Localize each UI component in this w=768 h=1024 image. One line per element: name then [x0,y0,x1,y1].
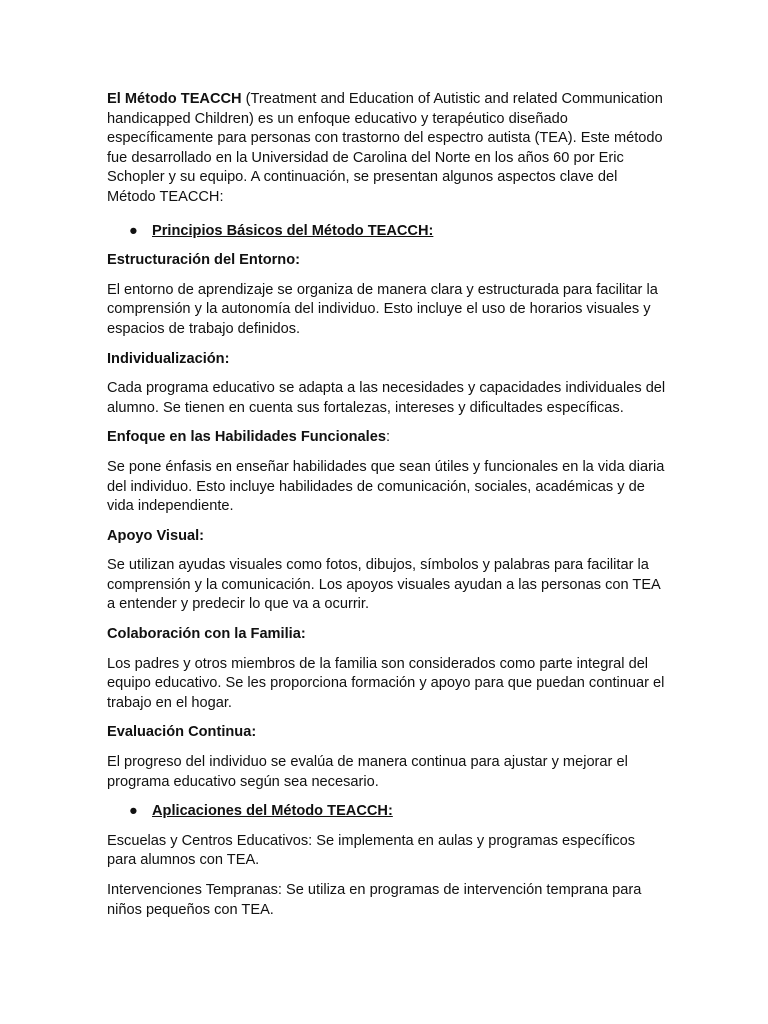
paragraph-evaluacion-continua: El progreso del individuo se evalúa de manera continua para ajustar y mejorar el programa educativo según sea necesario. [107,754,628,790]
intro-text: (Treatment and Education of Autistic and related Communication handicapped Children) es un enfoque educativo y terapéutico diseñado específicamente para personas con trastorno del espectro autista (TEA). Este método fue desarrollado en la Universidad de Carolina del Norte en los años 60 por Eric Schopler y su equipo. A continuación, se presentan algunos aspectos clave del Método TEACCH: [107,91,663,205]
section-title: Aplicaciones del Método TEACCH: [152,803,393,820]
subheading-colaboracion-familia: Colaboración con la Familia: [107,626,306,643]
subheading-estructuracion: Estructuración del Entorno: [107,252,300,269]
paragraph-intervenciones: Intervenciones Tempranas: Se utiliza en programas de intervención temprana para niños pequeños con TEA. [107,882,642,918]
section-heading-principios [107,222,667,242]
subheading-individualizacion: Individualización: [107,350,230,367]
paragraph-escuelas: Escuelas y Centros Educativos: Se implementa en aulas y programas específicos para alumnos con TEA. [107,832,636,869]
section-title: Principios Básicos del Método TEACCH: [152,222,434,239]
subheading-evaluacion-continua: Evaluación Continua: [107,724,257,741]
paragraph-estructuracion: El entorno de aprendizaje se organiza de manera clara y estructurada para facilitar la comprensión y la autonomía del individuo. Esto incluye el uso de horarios visuales y espacios de trabajo definidos. [107,281,658,337]
intro-title: El Método TEACCH [107,91,242,107]
bullet-icon: ● [129,222,138,239]
paragraph-habilidades-funcionales: Se pone énfasis en enseñar habilidades que sean útiles y funcionales en la vida diaria del individuo. Esto incluye habilidades de comunicación, sociales, académicas y de vida independiente. [107,458,665,515]
section-heading-aplicaciones [107,802,667,822]
subheading-habilidades-funcionales: Enfoque en las Habilidades Funcionales: [107,429,391,446]
bullet-icon: ● [129,803,138,820]
subheading-apoyo-visual: Apoyo Visual: [107,527,205,544]
paragraph-apoyo-visual: Se utilizan ayudas visuales como fotos, dibujos, símbolos y palabras para facilitar la comprensión y la comunicación. Los apoyos visuales ayudan a las personas con TEA a entender y predecir lo que va a ocurrir. [107,557,660,613]
intro-paragraph [107,90,667,208]
paragraph-individualizacion: Cada programa educativo se adapta a las necesidades y capacidades individuales del alumno. Se tienen en cuenta sus fortalezas, intereses y dificultades específicas. [107,380,666,416]
paragraph-colaboracion-familia: Los padres y otros miembros de la familia son considerados como parte integral del equipo educativo. Se les proporciona formación y apoyo para que puedan continuar el trabajo en el hogar. [107,655,665,711]
document-page [107,90,667,930]
